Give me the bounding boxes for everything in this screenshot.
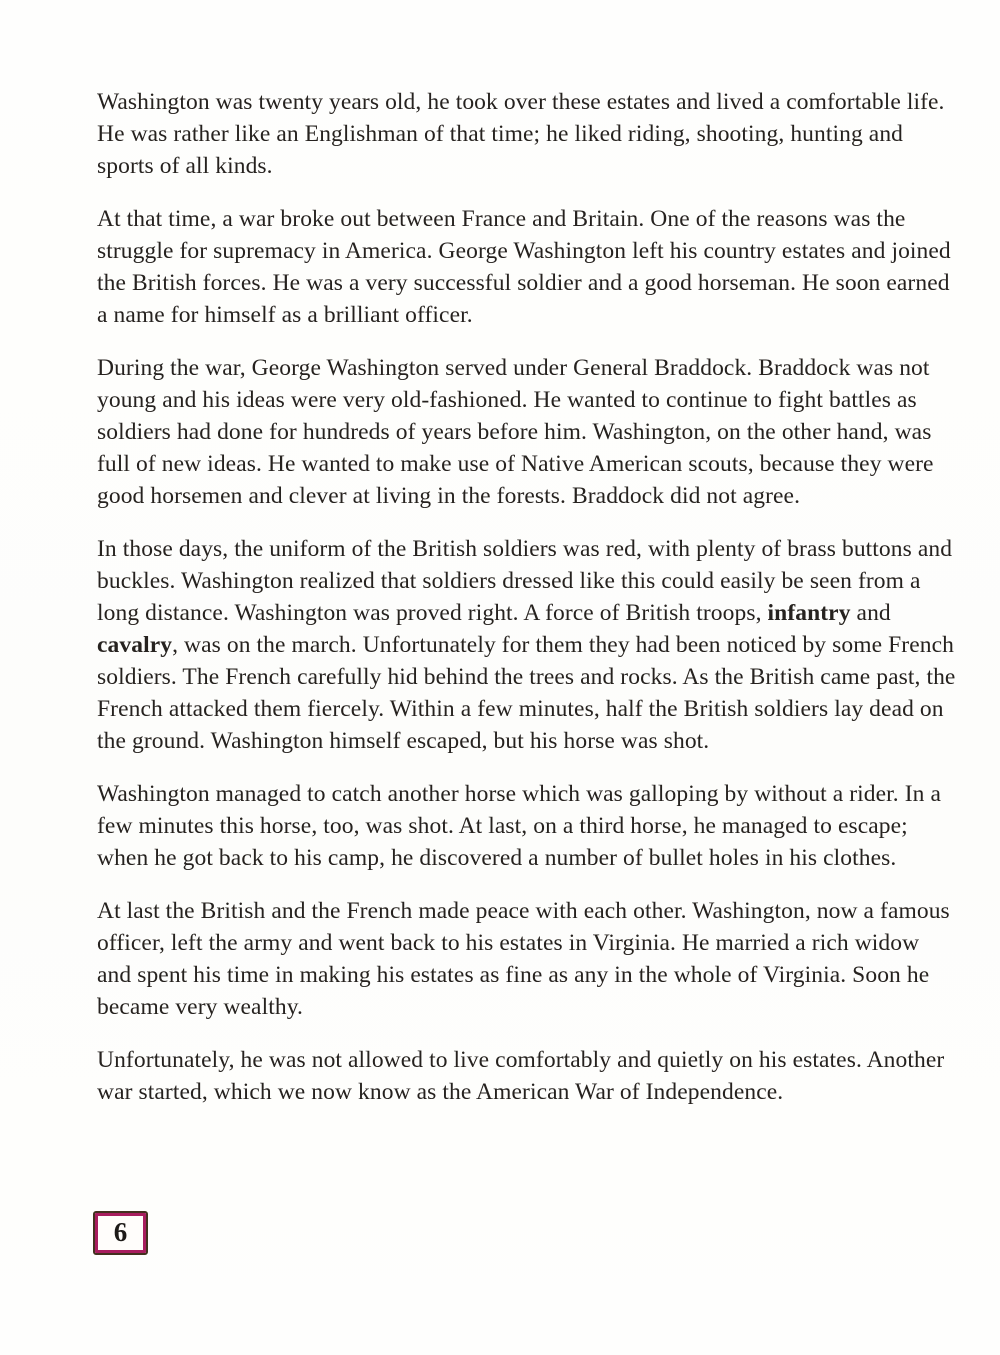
bold-text-run: infantry (767, 600, 851, 626)
text-run: Washington was twenty years old, he took over these estates and lived a comfortable life. He was rather like an Englishman of that time; he liked riding, shooting, hunting and sports of all kinds. (97, 89, 945, 179)
text-run: Unfortunately, he was not allowed to live comfortably and quietly on his estates. Another war started, which we now know as the American War of Independence. (97, 1047, 945, 1105)
text-run: During the war, George Washington served under General Braddock. Braddock was not young and his ideas were very old-fashioned. He wanted to continue to fight battles as soldiers had done for hundreds of years before him. Washington, on the other hand, was full of new ideas. He wanted to make use of Native American scouts, because they were good horsemen and clever at living in the forests. Braddock did not agree. (97, 355, 934, 509)
paragraph (97, 895, 959, 1023)
page-number: 6 (113, 1216, 128, 1247)
text-run: At last the British and the French made peace with each other. Washington, now a famous officer, left the army and went back to his estates in Virginia. He married a rich widow and spent his time in making his estates as fine as any in the whole of Virginia. Soon he became very wealthy. (97, 898, 950, 1020)
paragraph (97, 352, 959, 512)
paragraph (97, 86, 959, 182)
bold-text-run: cavalry (97, 632, 173, 658)
page-number-inner-frame (95, 1213, 146, 1253)
body-text (97, 86, 959, 1108)
page-number-badge (93, 1211, 148, 1255)
paragraph (97, 203, 959, 331)
text-run: At that time, a war broke out between France and Britain. One of the reasons was the struggle for supremacy in America. George Washington left his country estates and joined the British forces. He was a very successful soldier and a good horseman. He soon earned a name for himself as a brilliant officer. (97, 206, 951, 328)
paragraph (97, 778, 959, 874)
text-run: In those days, the uniform of the British soldiers was red, with plenty of brass buttons and buckles. Washington realized that soldiers dressed like this could easily be seen from a long distance. Washington was proved right. A force of British troops, (97, 536, 953, 626)
paragraph (97, 533, 959, 757)
text-run: and (850, 600, 891, 626)
paragraph (97, 1044, 959, 1108)
text-run: Washington managed to catch another horse which was galloping by without a rider. In a few minutes this horse, too, was shot. At last, on a third horse, he managed to escape; when he got back to his camp, he discovered a number of bullet holes in his clothes. (97, 781, 941, 871)
text-run: , was on the march. Unfortunately for them they had been noticed by some French soldiers. The French carefully hid behind the trees and rocks. As the British came past, the French attacked them fiercely. Within a few minutes, half the British soldiers lay dead on the ground. Washington himself escaped, but his horse was shot. (97, 632, 956, 754)
